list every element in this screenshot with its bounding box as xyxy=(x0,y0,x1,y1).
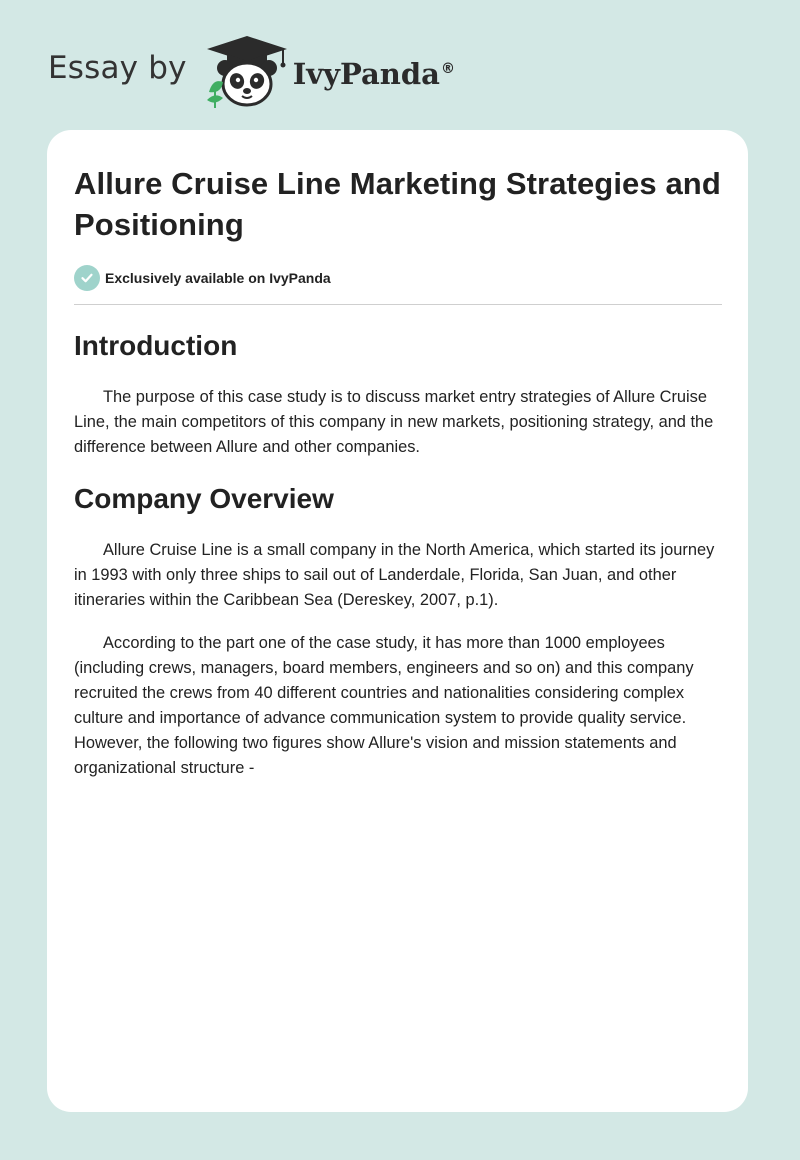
paragraph: The purpose of this case study is to discuss market entry strategies of Allure Cruise Line, the main competitors of this company in new markets, positioning strategy, and the difference between Allure and other companies. xyxy=(74,388,714,456)
paragraph: According to the part one of the case study, it has more than 1000 employees (including crews, managers, board members, engineers and so on) and this company recruited the crews from 40 different countries and nationalities considering complex culture and importance of advance communication system to provide quality service. However, the following two figures show Allure's vision and mission statements and organizational structure - xyxy=(74,634,694,777)
divider xyxy=(74,304,722,305)
exclusive-label: Exclusively available on IvyPanda xyxy=(105,270,331,286)
article-card xyxy=(47,130,748,1112)
section-heading-company-overview: Company Overview xyxy=(74,483,334,514)
essay-by-label: Essay by xyxy=(48,50,187,86)
registered-mark: ® xyxy=(440,61,455,78)
section-heading-introduction: Introduction xyxy=(74,330,238,361)
site-header xyxy=(48,34,455,110)
panda-graduate-logo-icon[interactable] xyxy=(203,34,291,110)
exclusive-badge xyxy=(74,264,722,292)
article-title: Allure Cruise Line Marketing Strategies and Positioning xyxy=(74,166,721,242)
brand-name: IvyPanda® xyxy=(292,57,455,91)
check-circle-icon xyxy=(74,265,100,291)
paragraph: Allure Cruise Line is a small company in the North America, which started its journey in 1993 with only three ships to sail out of Landerdale, Florida, San Juan, and other itineraries within the Caribbean Sea (Dereskey, 2007, p.1). xyxy=(74,541,715,609)
